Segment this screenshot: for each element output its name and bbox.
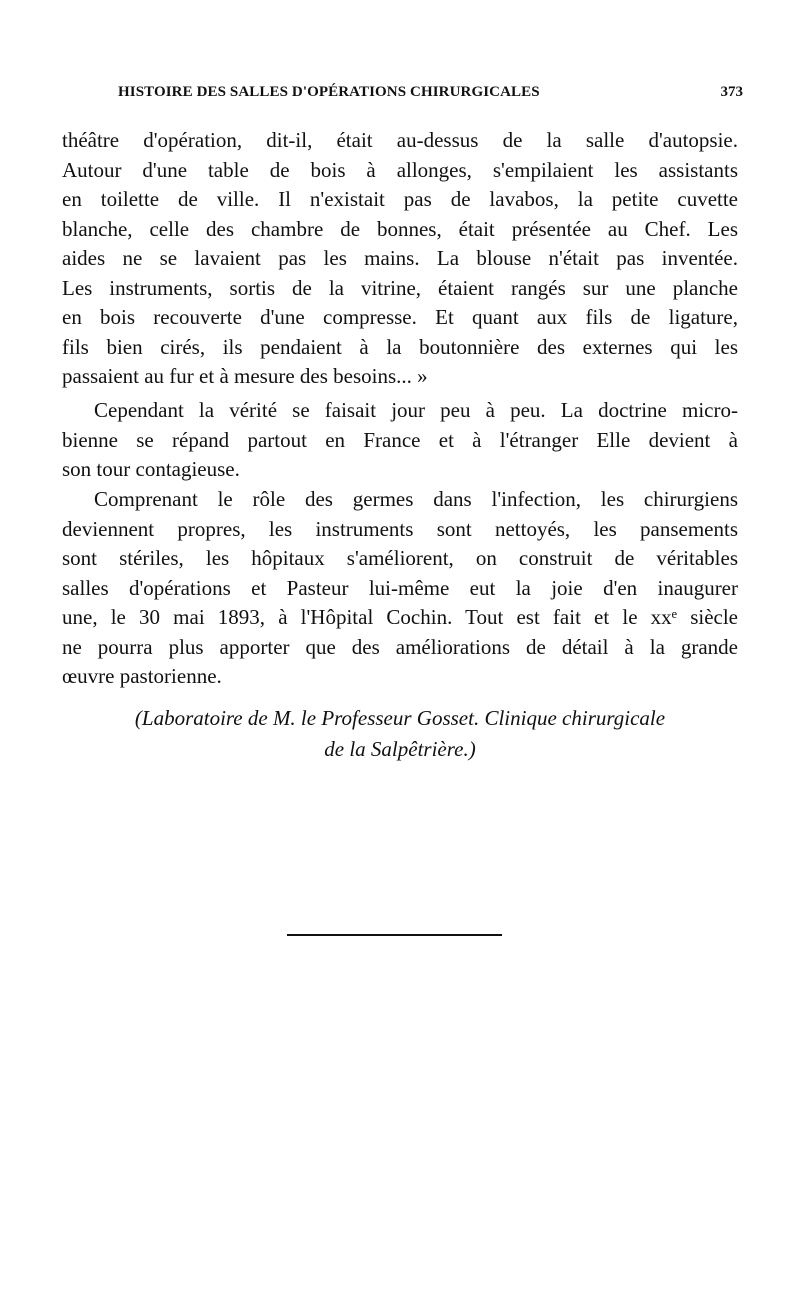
credit-line: de la Salpêtrière.) bbox=[324, 737, 476, 761]
paragraph-3 bbox=[62, 485, 738, 692]
text-line: œuvre pastorienne. bbox=[62, 664, 222, 688]
text-line: fils bien cirés, ils pendaient à la boutonnière des externes qui les bbox=[62, 334, 738, 359]
text-line: théâtre d'opération, dit-il, était au-dessus de la salle d'autopsie. bbox=[62, 128, 738, 152]
credit-line: (Laboratoire de M. le Professeur Gosset. Clinique chirurgicale bbox=[134, 706, 666, 730]
text-line: en toilette de ville. Il n'existait pas de lavabos, la petite cuvette bbox=[62, 187, 738, 211]
text-line: aides ne se lavaient pas les mains. La blouse n'était pas inventée. bbox=[62, 246, 738, 270]
text-line: une, le 30 mai 1893, à l'Hôpital Cochin. Tout est fait et le xxᵉ siècle bbox=[62, 605, 738, 629]
running-title: HISTOIRE DES SALLES D'OPÉRATIONS CHIRURGICALES bbox=[118, 84, 540, 100]
running-header bbox=[118, 84, 743, 108]
text-line: sont stériles, les hôpitaux s'améliorent, on construit de véritables bbox=[62, 546, 738, 570]
text-line: blanche, celle des chambre de bonnes, était présentée au Chef. Les bbox=[62, 216, 738, 241]
text-line: Autour d'une table de bois à allonges, s'empilaient les assistants bbox=[62, 157, 738, 182]
source-credit bbox=[62, 703, 738, 765]
text-line: Les instruments, sortis de la vitrine, étaient rangés sur une planche bbox=[62, 275, 738, 300]
text-line: passaient au fur et à mesure des besoins... » bbox=[62, 364, 428, 388]
paragraph-2 bbox=[62, 396, 738, 485]
paragraph-1 bbox=[62, 126, 738, 392]
text-line: salles d'opérations et Pasteur lui-même eut la joie d'en inaugurer bbox=[62, 575, 738, 600]
text-line: en bois recouverte d'une compresse. Et quant aux fils de ligature, bbox=[62, 305, 738, 329]
end-rule bbox=[287, 934, 502, 936]
text-line: son tour contagieuse. bbox=[62, 457, 240, 481]
page-number: 373 bbox=[720, 84, 743, 100]
text-line: Cependant la vérité se faisait jour peu à peu. La doctrine micro- bbox=[94, 398, 738, 422]
text-line: deviennent propres, les instruments sont nettoyés, les pansements bbox=[62, 516, 738, 541]
text-line: bienne se répand partout en France et à l'étranger Elle devient à bbox=[62, 427, 738, 452]
text-line: ne pourra plus apporter que des améliorations de détail à la grande bbox=[62, 634, 738, 659]
text-line: Comprenant le rôle des germes dans l'infection, les chirurgiens bbox=[94, 487, 738, 511]
